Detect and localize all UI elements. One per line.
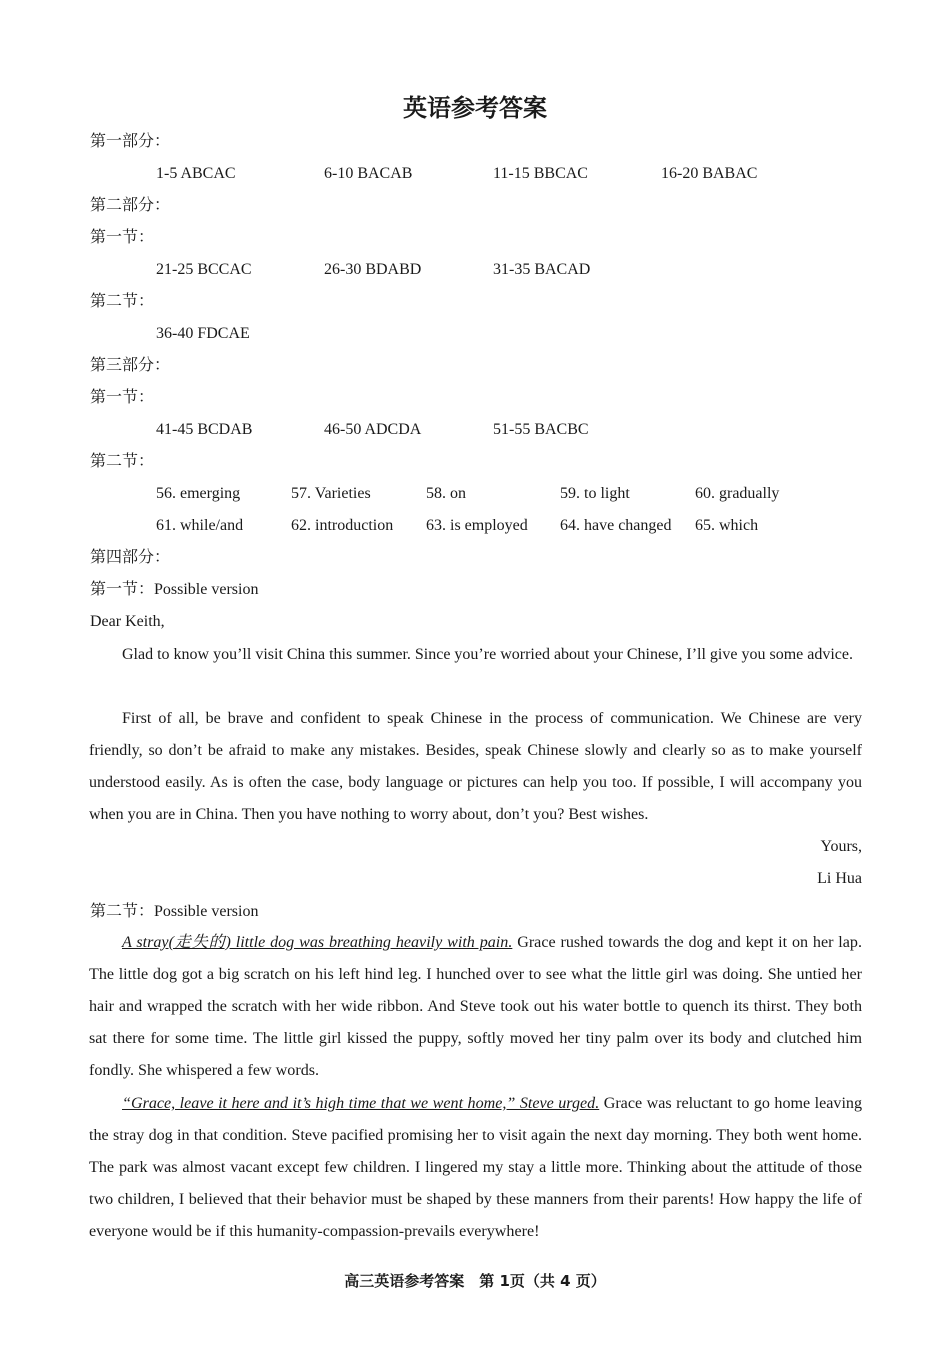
fill-answer: 59. to light [560,485,630,502]
answer-group: 41-45 BCDAB [156,421,253,438]
fill-answer: 62. introduction [291,517,394,534]
answer-group: 1-5 ABCAC [156,165,236,182]
part2-heading: 第二部分： [90,197,171,214]
part4-heading: 第四部分： [90,549,171,566]
fill-answer: 65. which [695,517,759,534]
part3-heading: 第三部分： [90,357,171,374]
letter-paragraph-2: First of all, be brave and confident to speak Chinese in the process of communication. We Chinese are very friendly, so don’t be afraid to make any mistakes. Besides, speak Chinese slowly and clearly so as to make yourself understood easily. As is often the case, body language or pictures can help you too. If possible, I will accompany you when you are in China. Then you have nothing to worry about, don’t you? Best wishes. [89,710,862,823]
part3-section2-heading: 第二节： [90,453,155,470]
part3-section1-heading: 第一节： [90,389,155,406]
essay-paragraph-2-body: Grace was reluctant to go home leaving the stray dog in that condition. Steve pacified promising her to visit again the next day morning. They both went home. The park was almost vacant except few children. I lingered my stay a little more. Thinking about the attitude of those two children, I believed that their behavior must be shaped by these manners from their parents! How happy the life of everyone would be if this humanity-compassion-prevails everywhere! [89,1095,863,1240]
fill-answer: 57. Varieties [291,485,371,502]
fill-answer: 63. is employed [426,517,528,534]
page-title: 英语参考答案 [403,94,547,122]
letter-paragraph-1: Glad to know you’ll visit China this summer. Since you’re worried about your Chinese, I’ll give you some advice. [122,646,853,663]
answer-group: 11-15 BBCAC [493,165,588,182]
answer-group: 21-25 BCCAC [156,261,252,278]
part1-heading: 第一部分： [90,133,171,150]
essay-paragraph-1-body: Grace rushed towards the dog and kept it on her lap. The little dog got a big scratch on his left hind leg. I hunched over to see what the little girl was doing. She untied her hair and wrapped the scratch with her wide ribbon. And Steve took out his water bottle to quench its thirst. They both sat there for some time. The little girl kissed the puppy, softly moved her tiny palm over its body and clutched him fondly. She whispered a few words. [89,934,862,1079]
part2-section1-heading: 第一节： [90,229,155,246]
part2-section2-heading: 第二节： [90,293,155,310]
essay-paragraph-1-lead: A stray(走失的) little dog was breathing heavily with pain. [122,934,513,951]
essay-paragraph-1 [89,927,862,1087]
fill-answer: 61. while/and [156,517,244,534]
answer-group: 26-30 BDABD [324,261,422,278]
letter-signature: Li Hua [817,870,862,887]
part4-section2-heading: 第二节：Possible version [90,903,259,920]
fill-answer: 56. emerging [156,485,241,502]
answer-group: 6-10 BACAB [324,165,413,182]
fill-answer: 60. gradually [695,485,780,502]
essay-paragraph-2-lead: “Grace, leave it here and it’s high time that we went home,” Steve urged. [122,1095,600,1112]
part4-section1-heading: 第一节：Possible version [90,581,259,598]
page-footer: 高三英语参考答案 第 1页（共 4 页） [344,1272,606,1290]
answer-group: 36-40 FDCAE [156,325,250,342]
fill-answer: 58. on [426,485,466,502]
answer-group: 46-50 ADCDA [324,421,422,438]
essay-paragraph-2 [89,1088,862,1248]
fill-answer: 64. have changed [560,517,672,534]
letter-closing: Yours, [820,838,862,855]
answer-group: 31-35 BACAD [493,261,591,278]
answer-group: 16-20 BABAC [661,165,758,182]
letter-salutation: Dear Keith, [90,613,165,630]
answer-group: 51-55 BACBC [493,421,589,438]
